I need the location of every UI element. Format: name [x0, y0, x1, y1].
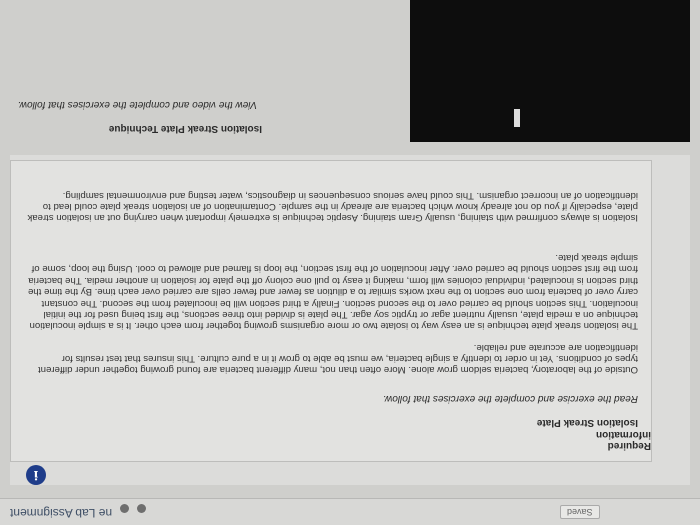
saved-status-badge: Saved [560, 505, 600, 519]
video-player[interactable] [410, 0, 690, 142]
progress-dots [120, 499, 150, 517]
assignment-title[interactable]: ne Lab Assignment [10, 506, 113, 520]
required-information-panel [10, 155, 690, 485]
instruction-text: View the video and complete the exercises that follow. [17, 99, 257, 110]
section-title: Isolation Streak Plate [536, 417, 638, 428]
section-title: Isolation Streak Plate Technique [108, 123, 262, 134]
instruction-text: Read the exercise and complete the exercises that follow. [382, 393, 638, 404]
required-information-heading: Required information [596, 429, 651, 451]
progress-dot-icon[interactable] [120, 504, 129, 513]
progress-dot-icon[interactable] [137, 504, 146, 513]
paragraph: Isolation is always confirmed with staining, usually Gram staining. Aseptic technique is extremely important when carrying out an isolation streak plate, especially if you do not already know which bacteria are already in the sample. Contamination of an isolation streak plate could lead to identification of an incorrect organism. This could have serious consequences in diagnostics, water testing and environmental sampling. [27, 189, 638, 224]
paragraph: The isolation streak plate technique is an easy way to isolate two or more organisms growing together from each other. It is a simple inoculation technique on a media plate, usually nutrient agar or tryptic soy agar. The plate is divided into three sections, the first being used for the initial inoculation. This section should be carried over to the second section. Finally a third section will be inoculated from the second. The constant carry over of bacteria from one section to the next works similar to a dilution as fewer and fewer cells are carried over each time. By the time the third section is inoculated, individual colonies will form, making it easy to pull one colony off the plate for isolation in another media. The bacteria from the first section should be carried over. After inoculation of the first section, the loop is flamed and allowed to cool. Using the loop, some of simple streak plate. [27, 251, 638, 332]
paragraph: Outside of the laboratory, bacteria seldom grow alone. More often than not, many different bacteria are found growing together under different types of conditions. Yet in order to identify a single bacteria, we must be able to grow it in a pure culture. This insures that test results for identification are accurate and reliable. [38, 341, 638, 376]
info-icon: i [26, 465, 46, 485]
information-card [10, 160, 652, 462]
video-control-icon[interactable] [514, 109, 520, 127]
top-bar [0, 498, 700, 525]
